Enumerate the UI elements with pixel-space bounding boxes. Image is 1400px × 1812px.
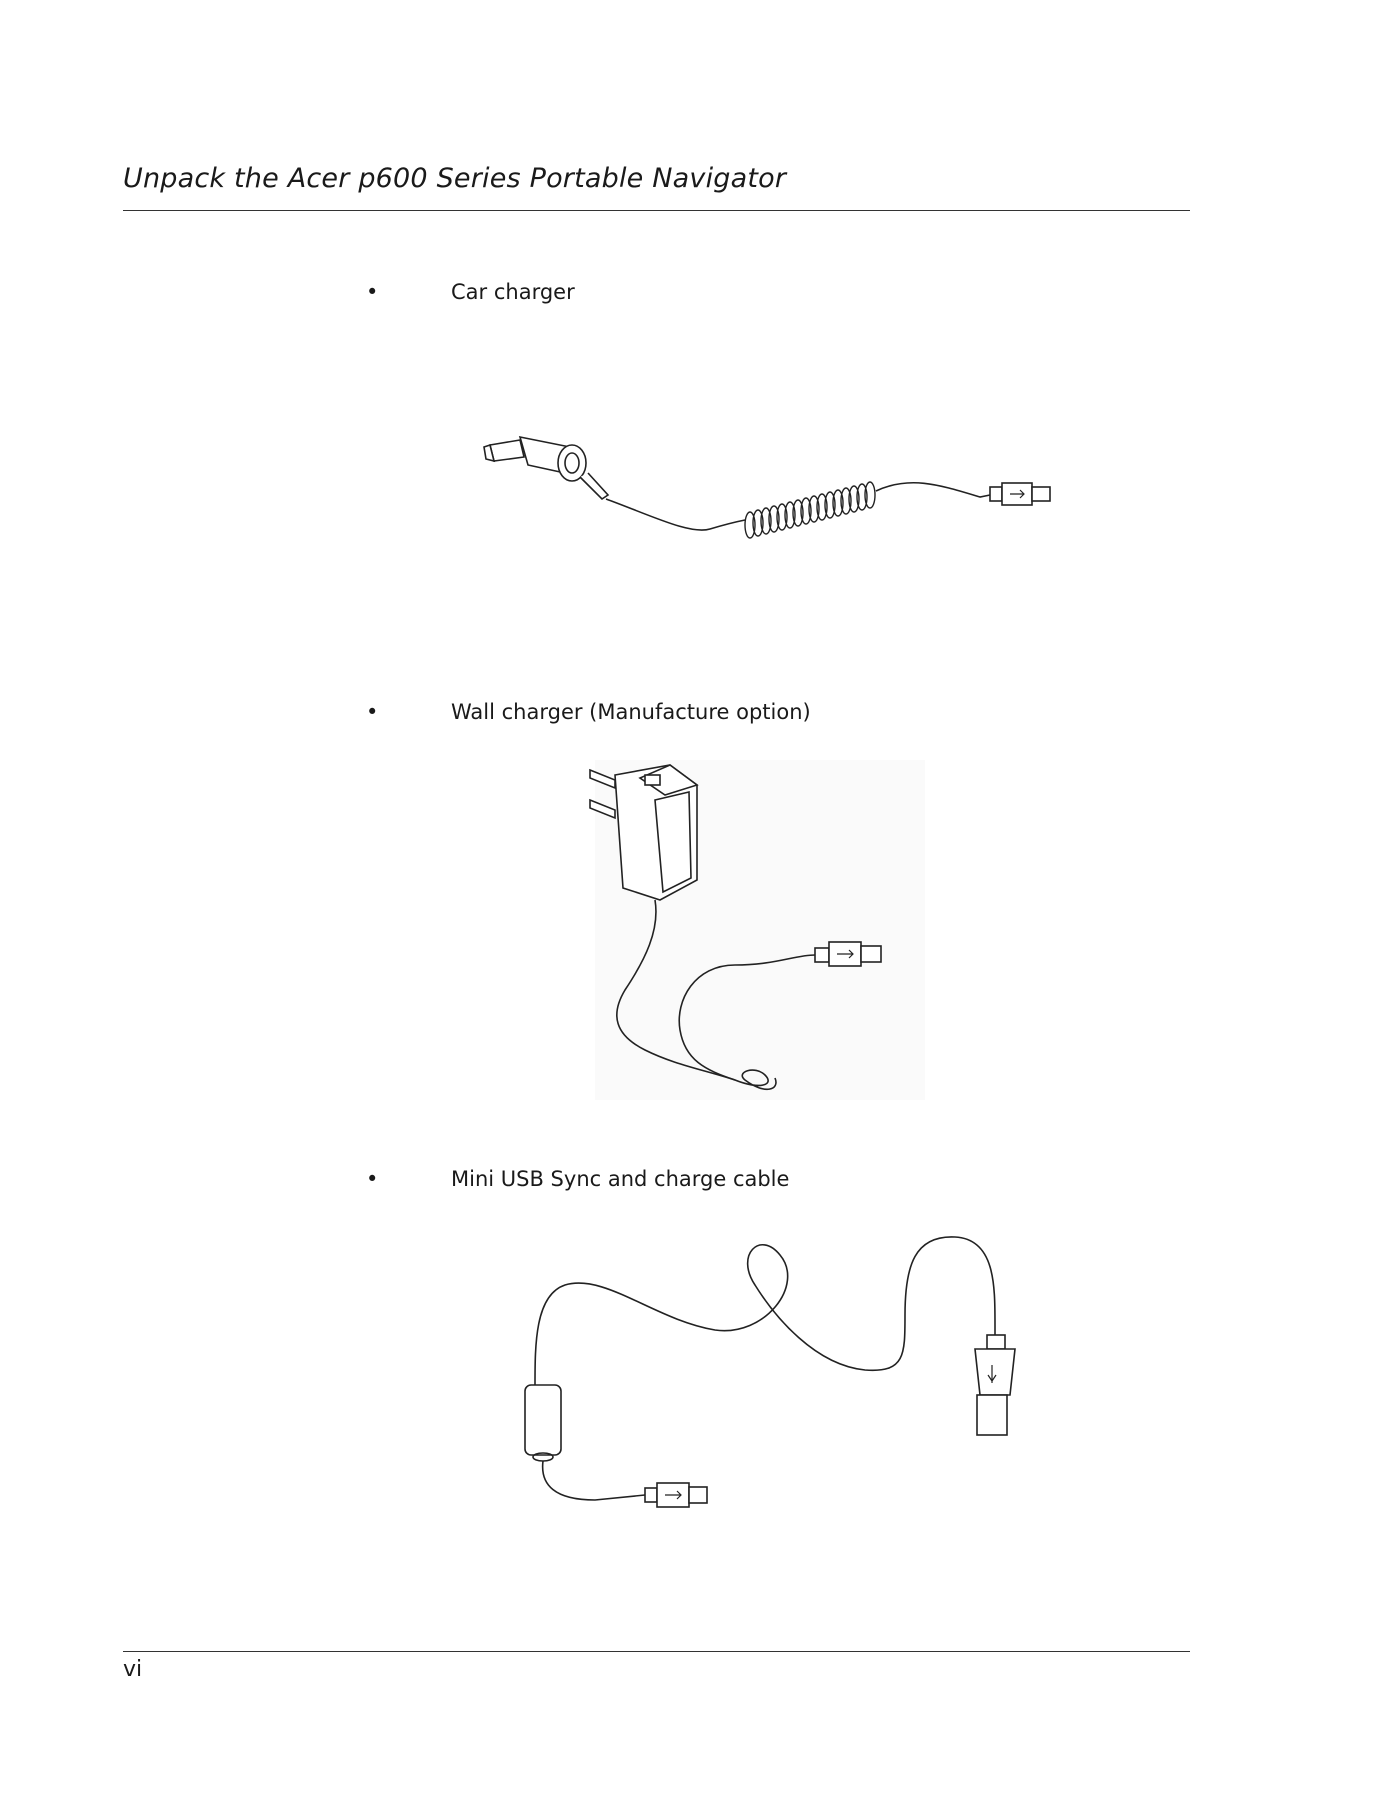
usb-cable-illustration: [505, 1225, 1045, 1525]
bullet: •: [366, 1167, 379, 1191]
bullet: •: [366, 280, 379, 304]
item-label: Wall charger (Manufacture option): [451, 700, 811, 724]
page-number: vi: [123, 1657, 143, 1682]
bullet: •: [366, 700, 379, 724]
header-rule: [123, 210, 1190, 211]
wall-charger-illustration: [585, 760, 1005, 1120]
item-label: Mini USB Sync and charge cable: [451, 1167, 790, 1191]
item-label: Car charger: [451, 280, 575, 304]
page-title: Unpack the Acer p600 Series Portable Navigator: [123, 163, 787, 194]
footer-rule: [123, 1651, 1190, 1652]
car-charger-illustration: [480, 425, 1060, 555]
